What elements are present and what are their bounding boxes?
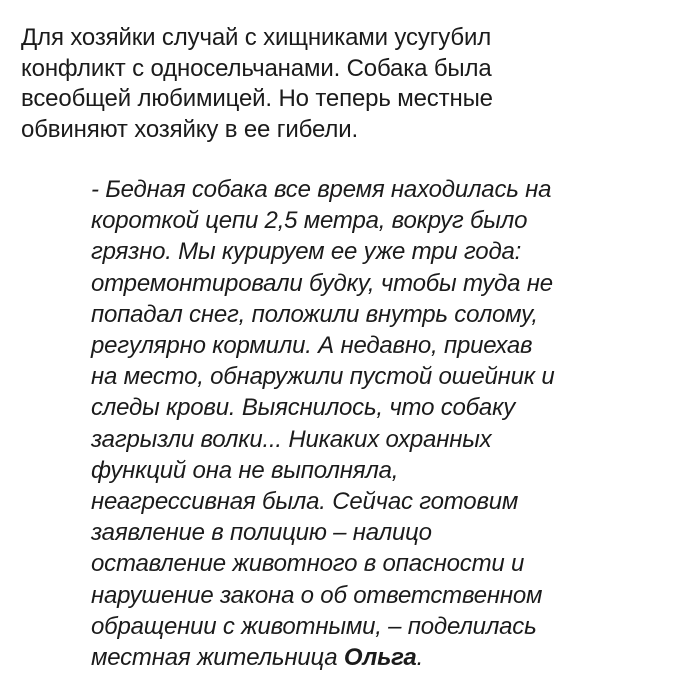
attribution-prefix: местная жительница [91,644,344,672]
attribution-suffix: . [416,644,424,672]
lead-line: конфликт с односельчанами. Собака была [21,54,492,82]
lead-line: Для хозяйки случай с хищниками усугубил [21,24,492,51]
quote-attribution-line [91,642,651,673]
quote-line: попадал снег, положили внутрь солому, [91,300,538,328]
quote-block [91,174,651,673]
quote-line: неагрессивная была. Сейчас готовим [91,488,519,516]
speaker-name: Ольга [343,644,417,672]
quote-line: загрызли волки... Никаких охранных [91,425,492,453]
lead-line: всеобщей любимицей. Но теперь местные [21,85,493,112]
lead-line: обвиняют хозяйку в ее гибели. [21,115,358,143]
quote-line: функций она не выполняла, [91,456,399,484]
quote-line: нарушение закона о об ответственном [91,581,543,609]
quote-line: следы крови. Выяснилось, что собаку [91,394,516,422]
quote-line: отремонтировали будку, чтобы туда не [91,269,553,297]
quote-line: обращении с животными, – поделилась [91,612,537,640]
quote-line: - Бедная собака все время находилась на [91,176,552,203]
quote-line: заявление в полицию – налицо [91,519,432,547]
quote-line: регулярно кормили. А недавно, приехав [91,332,533,360]
quote-line: короткой цепи 2,5 метра, вокруг было [91,207,528,235]
quote-line: на место, обнаружили пустой ошейник и [91,363,555,391]
quote-line: оставление животного в опасности и [91,550,525,578]
lead-paragraph [21,23,661,145]
quote-line: грязно. Мы курируем ее уже три года: [91,238,522,266]
